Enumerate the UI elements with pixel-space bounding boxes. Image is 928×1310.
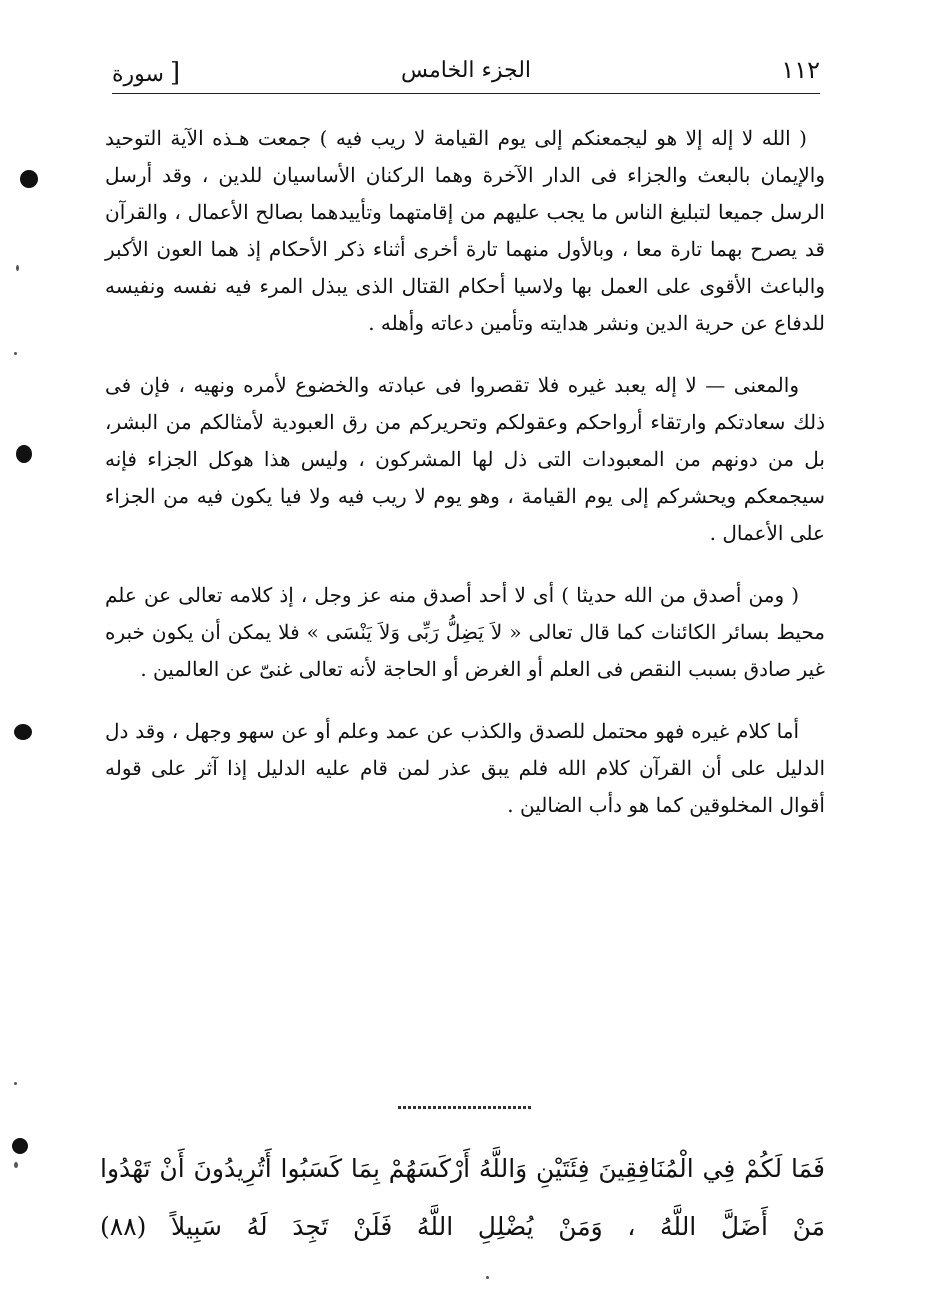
scan-speck xyxy=(16,265,19,271)
scan-speck xyxy=(14,1162,18,1168)
scan-blot xyxy=(14,724,32,740)
section-divider xyxy=(398,1106,532,1109)
scan-blot xyxy=(16,445,32,463)
verse-number: (٨٨) xyxy=(100,1212,147,1241)
scan-speck xyxy=(486,1276,489,1279)
scan-blot xyxy=(12,1138,28,1154)
scan-speck xyxy=(14,1082,17,1085)
paragraph-1: ( الله لا إله إلا هو ليجمعنكم إلى يوم القيامة لا ريب فيه ) جمعت هـذه الآية التوحيد والإيمان بالبعث والجزاء فى الدار الآخرة وهما الركنان الأساسيان للدين ، وقد أرسل الرسل جميعا لتبليغ الناس ما يجب عليهم من إقامتهما وتأييدهما بصالح الأعمال ، والقرآن قد يصرح بهما تارة معا ، وبالأول منهما تارة أخرى أثناء ذكر الأحكام إذ هما العون الأكبر والباعث الأقوى على العمل بها ولاسيا أحكام القتال الذى يبذل المرء فيه نفسه ونفيسه للدفاع عن حرية الدين ونشر هدايته وتأمين دعاته وأهله . xyxy=(105,126,825,335)
commentary-body xyxy=(105,120,825,849)
surah-label: سورة xyxy=(112,62,164,87)
running-title: الجزء الخامس xyxy=(400,58,532,83)
quran-verse xyxy=(100,1140,825,1256)
surah-bracket: [ xyxy=(169,58,181,88)
paragraph-4: أما كلام غيره فهو محتمل للصدق والكذب عن عمد وعلم أو عن سهو وجهل ، وقد دل الدليل على أن القرآن كلام الله فلم يبق عذر لمن قام عليه الدليل إذا آثر على قوله أقوال المخلوقين كما هو دأب الضالين . xyxy=(105,719,825,817)
verse-text: فَمَا لَكُمْ فِي الْمُنَافِقِينَ فِئَتَيْنِ وَاللَّهُ أَرْكَسَهُمْ بِمَا كَسَبُوا أَتُرِيدُونَ أَنْ تَهْدُوا مَنْ أَضَلَّ اللَّهُ ، وَمَنْ يُضْلِلِ اللَّهُ فَلَنْ تَجِدَ لَهُ سَبِيلاً xyxy=(100,1154,826,1241)
page-header xyxy=(112,52,820,94)
scan-blot xyxy=(20,170,38,188)
paragraph-3: ( ومن أصدق من الله حديثا ) أى لا أحد أصدق منه عز وجل ، إذ كلامه تعالى عن علم محيط بسائر الكائنات كما قال تعالى « لاَ يَضِلُّ رَبِّى وَلاَ يَنْسَى » فلا يمكن أن يكون خبره غير صادق بسبب النقص فى العلم أو الغرض أو الحاجة لأنه تعالى غنىّ عن العالمين . xyxy=(105,583,825,681)
scan-speck xyxy=(14,352,17,355)
surah-label-group xyxy=(112,58,180,88)
page-number: ١١٢ xyxy=(781,56,820,84)
paragraph-2: والمعنى — لا إله يعبد غيره فلا تقصروا فى عبادته والخضوع لأمره ونهيه ، فإن فى ذلك سعادتكم وارتقاء أرواحكم وعقولكم وتحريركم من رق العبودية لأمثالكم من البشر، بل من دونهم من المعبودات التى ذل لها المشركون ، وليس هذا هوكل الجزاء فإنه سيجمعكم ويحشركم إلى يوم القيامة ، وهو يوم لا ريب فيه ولا فيا يكون فيه من الجزاء على الأعمال . xyxy=(105,373,825,545)
header-rule xyxy=(112,93,820,94)
